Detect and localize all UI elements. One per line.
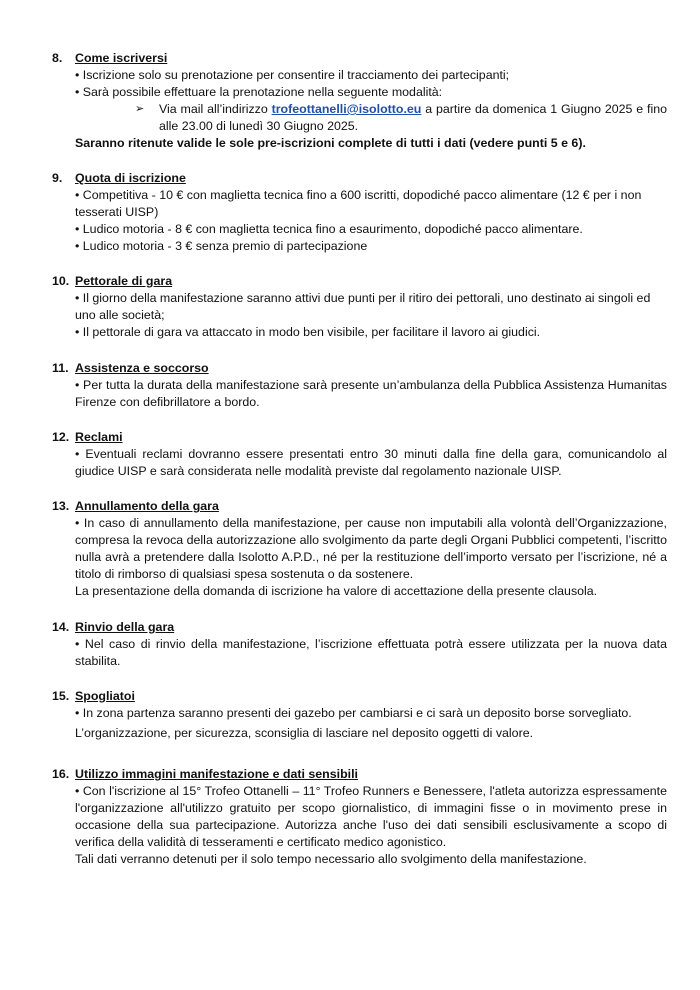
list-item: • Ludico motoria - 3 € senza premio di partecipazione xyxy=(75,239,368,253)
list-item: • Eventuali reclami dovranno essere presentati entro 30 minuti dalla fine della gara, comunicandolo al giudice UISP e sarà considerata nelle modalità previste dal regolamento nazionale UISP. xyxy=(75,447,667,478)
section-heading xyxy=(52,766,667,783)
section-number: 13. xyxy=(52,499,70,513)
section-title: Reclami xyxy=(75,430,123,444)
list-item: L’organizzazione, per sicurezza, sconsiglia di lasciare nel deposito oggetti di valore. xyxy=(75,726,534,740)
section-title: Come iscriversi xyxy=(75,51,168,65)
section-pettorale xyxy=(52,273,667,341)
section-number: 16. xyxy=(52,767,70,781)
list-item: • In caso di annullamento della manifestazione, per cause non imputabili alla volontà dell’Organizzazione, compresa la revoca della autorizzazione allo svolgimento da parte degli Organi Pubblici competenti, l’iscritto nulla avrà a pretendere dalla Isolotto A.P.D., né per la restituzione dell’importo versato per l’iscrizione, né a titolo di rimborso di qualsiasi spesa sostenuta o da sostenere. xyxy=(75,516,667,581)
list-item: • Sarà possibile effettuare la prenotazione nella seguente modalità: xyxy=(75,85,443,99)
section-utilizzo-immagini xyxy=(52,766,667,868)
section-title: Utilizzo immagini manifestazione e dati sensibili xyxy=(75,767,358,781)
section-rinvio xyxy=(52,619,667,670)
sub-list-item xyxy=(135,101,667,135)
list-item: • Nel caso di rinvio della manifestazione, l’iscrizione effettuata potrà essere utilizzata per la nuova data stabilita. xyxy=(75,637,667,668)
section-number: 12. xyxy=(52,430,70,444)
section-title: Quota di iscrizione xyxy=(75,171,186,185)
list-item: • Il giorno della manifestazione saranno attivi due punti per il ritiro dei pettorali, uno destinato ai singoli ed uno alle società; xyxy=(75,291,651,322)
section-heading xyxy=(52,429,667,446)
list-item: • Iscrizione solo su prenotazione per consentire il tracciamento dei partecipanti; xyxy=(75,68,510,82)
section-number: 10. xyxy=(52,274,70,288)
section-heading xyxy=(52,619,667,636)
bold-note: Saranno ritenute valide le sole pre-iscrizioni complete di tutti i dati (vedere punti 5 e 6). xyxy=(75,136,586,150)
section-title: Rinvio della gara xyxy=(75,620,175,634)
list-item: • Con l'iscrizione al 15° Trofeo Ottanelli – 11° Trofeo Runners e Benessere, l'atleta autorizza espressamente l'organizzazione all'utilizzo gratuito per scopo giornalistico, di immagini fisse o in movimento prese in occasione della sua partecipazione. Autorizza anche l'uso dei dati sensibili esclusivamente a scopo di verifica della validità di tesseramenti e certificato medico agonistico. xyxy=(75,784,667,849)
list-item: • Competitiva - 10 € con maglietta tecnica fino a 600 iscritti, dopodiché pacco alimentare (12 € per i non tesserati UISP) xyxy=(75,188,642,219)
section-number: 9. xyxy=(52,171,63,185)
list-item: Tali dati verranno detenuti per il solo tempo necessario allo svolgimento della manifestazione. xyxy=(75,852,587,866)
section-number: 14. xyxy=(52,620,70,634)
sub-item-text: Via mail all’indirizzo xyxy=(159,102,272,116)
email-link[interactable]: trofeottanelli@isolotto.eu xyxy=(271,102,422,116)
section-heading xyxy=(52,273,667,290)
section-annullamento xyxy=(52,498,667,600)
section-number: 8. xyxy=(52,51,63,65)
list-item: • Il pettorale di gara va attaccato in modo ben visibile, per facilitare il lavoro ai giudici. xyxy=(75,325,541,339)
list-item: • Per tutta la durata della manifestazione sarà presente un’ambulanza della Pubblica Assistenza Humanitas Firenze con defibrillatore a bordo. xyxy=(75,378,667,409)
section-number: 11. xyxy=(52,361,69,375)
list-item: • In zona partenza saranno presenti dei gazebo per cambiarsi e ci sarà un deposito borse sorvegliato. xyxy=(75,706,632,720)
section-title: Assistenza e soccorso xyxy=(75,361,209,375)
section-come-iscriversi xyxy=(52,50,667,152)
list-item: La presentazione della domanda di iscrizione ha valore di accettazione della presente clausola. xyxy=(75,584,598,598)
section-title: Annullamento della gara xyxy=(75,499,219,513)
section-heading xyxy=(52,688,667,705)
section-heading xyxy=(52,50,667,67)
section-heading xyxy=(52,170,667,187)
section-title: Spogliatoi xyxy=(75,689,135,703)
list-item: • Ludico motoria - 8 € con maglietta tecnica fino a esaurimento, dopodiché pacco alimentare. xyxy=(75,222,583,236)
section-number: 15. xyxy=(52,689,70,703)
section-quota-iscrizione xyxy=(52,170,667,255)
section-assistenza xyxy=(52,360,667,411)
arrow-bullet-icon: ➢ xyxy=(135,103,145,115)
sub-item-text-rest: a partire da domenica 1 Giugno 2025 e fino alle 23.00 di lunedì 30 Giugno 2025. xyxy=(159,102,667,133)
section-title: Pettorale di gara xyxy=(75,274,173,288)
section-heading xyxy=(52,360,667,377)
section-spogliatoi xyxy=(52,688,667,742)
section-reclami xyxy=(52,429,667,480)
section-heading xyxy=(52,498,667,515)
